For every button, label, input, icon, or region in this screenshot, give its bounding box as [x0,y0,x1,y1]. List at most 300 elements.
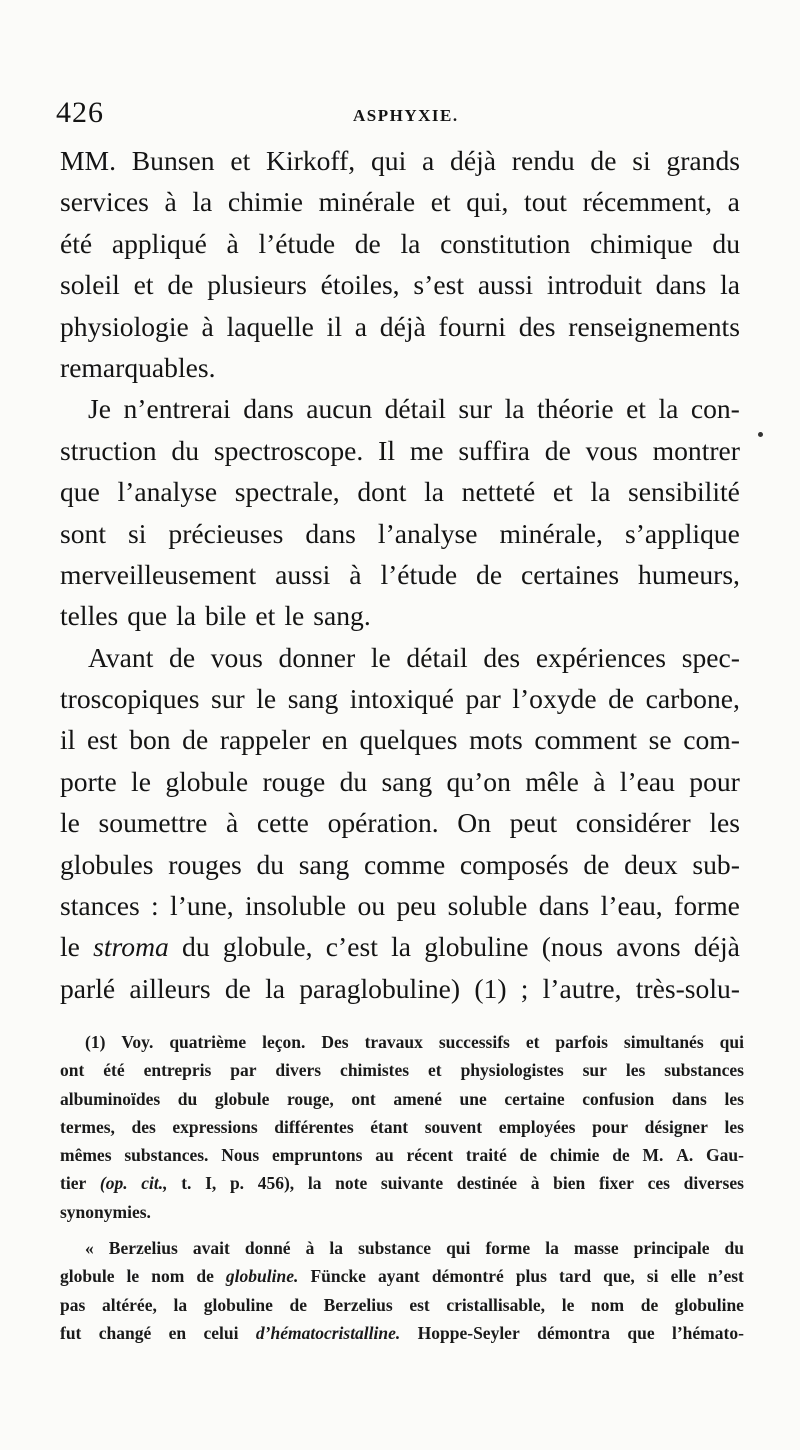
word: par [465,683,501,715]
word: M. [642,1145,664,1166]
text-line [60,885,740,926]
text-line [60,264,740,305]
word: sub- [692,848,740,880]
word: l’hémato- [671,1322,744,1343]
word: termes, [60,1116,115,1137]
word: soleil [60,269,120,301]
word: la [658,393,679,425]
word: ou [357,890,386,922]
word: simultanés [623,1032,704,1052]
word: forme [674,890,740,922]
word: Des [321,1032,349,1052]
word: aucun [306,393,373,425]
word: cit., [141,1173,168,1194]
word: globuline [424,931,529,963]
word: la [424,476,445,508]
word: globuline [203,1294,273,1315]
word: globule [60,1266,115,1287]
word: avons [616,931,681,963]
footnote-line [60,1291,744,1319]
word: entrepris [143,1060,212,1081]
word: sensibilité [628,476,740,508]
word: nom [151,1266,185,1287]
word: introduit [546,269,642,301]
text-line [60,306,740,347]
word: mêle [525,765,579,797]
word: du [171,434,200,466]
word: Voy. [121,1032,154,1052]
word: et [430,186,451,218]
text-line [60,678,740,719]
word: que [60,476,100,508]
word: chimique [590,227,693,259]
word: Hoppe-Seyler [417,1322,520,1343]
word: humeurs, [638,558,740,590]
word: la [265,972,285,1004]
word: carbone, [645,683,740,715]
word: Nous [221,1145,260,1166]
word: démontré [431,1266,504,1287]
margin-mark [758,432,763,437]
word: dans [671,1088,707,1109]
word: le [561,1294,575,1315]
word: et [230,145,251,176]
word: t. [181,1173,192,1194]
word: détail [384,393,446,425]
word: la [329,1238,344,1259]
word: tier [60,1173,87,1194]
word: si [646,1266,659,1287]
word: globule [214,1088,270,1109]
word: d’hématocristalline. [255,1322,401,1343]
word: qu’on [446,765,511,797]
text-line [60,513,740,554]
footnote-line [60,1056,744,1084]
word: il [326,310,343,342]
word: désigner [644,1116,708,1137]
word: sur [458,393,493,425]
word: de [612,1145,630,1166]
word: rendu [511,145,575,176]
word: donné [244,1238,291,1259]
word: de [608,683,635,715]
word: considérer [575,807,691,839]
word: Bunsen [131,145,215,176]
word: rappeler [219,724,311,756]
word: s’est [413,269,464,301]
word: A. [676,1145,694,1166]
word: à [225,807,239,839]
word: renseignements [568,310,740,342]
word: à [201,310,214,342]
word: spec- [681,641,740,673]
word: les [724,1116,744,1137]
word: dans [655,269,707,301]
word: parlé [60,972,116,1004]
word: laquelle [226,310,314,342]
word: Berzelius [323,1294,393,1315]
word: fixer [598,1173,634,1194]
word: à [305,1238,315,1259]
word: paraglobuline) [299,972,461,1004]
word: que, [603,1266,635,1287]
word: deux [624,848,678,880]
word: plusieurs [207,269,307,301]
word: globule, [222,931,313,963]
word: aussi [275,558,331,590]
page-header [56,96,746,132]
word: expériences [535,641,667,673]
text-line [60,554,740,595]
word: se [648,724,672,756]
word: soluble [447,890,528,922]
word: (1) [474,972,507,1004]
footnote-line [60,1085,744,1113]
word: différentes [274,1116,354,1137]
word: est [409,1294,430,1315]
word: globuline. [225,1266,299,1287]
word: mêmes [60,1145,112,1166]
word: à [349,558,362,590]
word: détail [406,641,468,673]
word: au [375,1145,394,1166]
word: de [583,848,610,880]
text-line [60,761,740,802]
word: (1) [85,1032,106,1052]
text-line [60,926,740,967]
text-line [60,968,740,1009]
word: peut [509,807,558,839]
word: soumettre [98,807,208,839]
word: nom [591,1294,625,1315]
text-line [60,140,740,181]
word: confusion [582,1088,655,1109]
word: troscopiques [60,683,200,715]
word: peu [396,890,437,922]
word: remarquables. [60,351,216,383]
word: sur [211,683,245,715]
word: sang. [313,600,371,632]
word: physiologie [60,310,189,342]
word: donner [278,641,356,673]
footnote-line [60,1028,744,1056]
text-line [60,430,740,471]
text-line [60,347,740,388]
word: l’oxyde [512,683,597,715]
word: le [60,931,80,963]
word: les [625,1060,646,1081]
word: leçon. [262,1032,306,1052]
word: principale [633,1238,710,1259]
word: qui, [466,186,509,218]
word: intoxiqué [349,683,455,715]
word: dans [243,393,294,425]
word: rouge [262,765,326,797]
word: s’applique [624,517,740,549]
word: de [590,145,617,176]
word: diverses [683,1173,744,1194]
word: appliqué [111,227,207,259]
text-line [60,802,740,843]
word: le [284,600,305,632]
word: spectrale, [234,476,340,508]
word: par [230,1060,257,1081]
word: p. [229,1173,245,1194]
word: vous [585,434,638,466]
word: stances [60,890,140,922]
word: et [552,476,573,508]
text-line [60,637,740,678]
word: la [173,1294,188,1315]
word: dont [357,476,407,508]
word: vous [210,641,263,673]
word: déjà [379,310,426,342]
word: à [593,765,606,797]
word: de [196,1266,214,1287]
word: le [131,765,151,797]
word: com- [683,724,740,756]
word: Je [88,393,111,425]
word: Füncke [310,1266,366,1287]
word: suivante [380,1173,444,1194]
word: récent [406,1145,454,1166]
word: étant [370,1116,409,1137]
word: Il [378,434,395,466]
word: physiologistes [460,1060,564,1081]
word: la [192,186,213,218]
word: des [131,1116,156,1137]
word: de [169,641,196,673]
word: à [530,1173,540,1194]
word: très-solu- [635,972,740,1004]
word: MM. [60,145,116,176]
word: les [709,807,740,839]
footnotes [60,1028,744,1347]
word: substances [664,1060,744,1081]
word: ces [647,1173,670,1194]
word: empruntons [271,1145,363,1166]
word: de [289,1294,307,1315]
word: la [590,476,611,508]
word: qui [719,1032,744,1052]
word: n’entrerai [123,393,231,425]
word: globuline [674,1294,744,1315]
word: minérale [318,186,416,218]
word: le [126,1266,140,1287]
word: ont [60,1060,85,1081]
word: si [128,517,147,549]
text-line [60,471,740,512]
word: déjà [693,931,740,963]
word: ailleurs [129,972,211,1004]
word: fourni [438,310,506,342]
word: ayant [377,1266,420,1287]
word: la [504,393,525,425]
word: la [391,931,412,963]
word: sont [60,517,106,549]
word: le [60,807,80,839]
word: dans [305,517,356,549]
word: comme [363,848,446,880]
word: de [544,434,571,466]
word: cristallisable, [446,1294,546,1315]
word: du [256,848,285,880]
word: c’est [325,931,378,963]
word: du [712,227,740,259]
word: été [103,1060,125,1081]
word: souvent [424,1116,483,1137]
word: expressions [172,1116,258,1137]
word: et [428,1060,442,1081]
word: du [724,1238,744,1259]
main-text [60,140,740,1009]
word: sang [381,765,433,797]
footnote-line [60,1169,744,1197]
footnote-gap [60,1226,744,1234]
word: substance [358,1238,432,1259]
word: montrer [652,434,740,466]
word: bien [553,1173,586,1194]
word: composés [459,848,569,880]
word: la [545,1238,559,1259]
word: la [720,269,740,301]
word: employées [498,1116,576,1137]
footnote-line [60,1234,744,1262]
word: l’une, [170,890,234,922]
word: albuminoïdes [60,1088,161,1109]
word: été [60,227,93,259]
word: chimie [227,186,303,218]
text-line [60,181,740,222]
word: l’eau [619,765,675,797]
word: pour [689,765,740,797]
word: opération. [327,807,439,839]
word: la [176,600,196,632]
word: quatrième [169,1032,247,1052]
word: sang [287,683,339,715]
word: telles [60,600,119,632]
word: l’analyse [377,517,478,549]
word: a [422,145,435,176]
word: l’eau, [600,890,663,922]
word: cette [256,807,309,839]
word: parfois [555,1032,608,1052]
word: aussi [477,269,533,301]
word: constitution [440,227,571,259]
word: substances. [124,1145,209,1166]
word: bile [205,600,247,632]
text-line [60,388,740,429]
word: On [457,807,492,839]
word: quelques [359,724,458,756]
word: démontra [537,1322,610,1343]
word: sang [298,848,350,880]
word: certaine [504,1088,565,1109]
word: me [409,434,444,466]
word: a [727,186,740,218]
word: en [321,724,348,756]
word: destinée [456,1173,518,1194]
word: Kirkoff, [266,145,356,176]
word: ont [351,1088,376,1109]
word: de [640,1294,659,1315]
word: I, [205,1173,217,1194]
word: minérale, [499,517,603,549]
word: pas [60,1294,86,1315]
word: de [476,558,503,590]
word: des [483,641,521,673]
word: netteté [461,476,536,508]
word: pour [592,1116,629,1137]
word: à [226,227,239,259]
footnote-line [60,1198,744,1226]
word: con- [690,393,740,425]
text-line [60,844,740,885]
word: le [370,641,391,673]
word: qui [370,145,407,176]
word: globules [60,848,154,880]
word: étoiles, [320,269,400,301]
text-line [60,595,740,636]
word: « [85,1238,94,1259]
word: travaux [364,1032,423,1052]
text-line [60,719,740,760]
word: le [256,683,277,715]
word: plus [515,1266,547,1287]
word: (op. [99,1173,128,1194]
word: merveilleusement [60,558,257,590]
word: une [459,1088,487,1109]
word: chimistes [340,1060,410,1081]
word: dans [538,890,590,922]
word: : [151,890,159,922]
word: si [632,145,651,176]
word: la [400,227,421,259]
word: spectroscope. [213,434,364,466]
word: de [167,269,194,301]
word: note [335,1173,368,1194]
word: insoluble [245,890,347,922]
word: traité [465,1145,507,1166]
footnote-line [60,1113,744,1141]
word: amené [393,1088,442,1109]
running-head: ASPHYXIE. [353,106,459,125]
word: struction [60,434,157,466]
word: il [60,724,76,756]
text-line [60,223,740,264]
word: tard [559,1266,592,1287]
word: et [525,1032,540,1052]
word: l’autre, [542,972,622,1004]
footnote-line [60,1141,744,1169]
word: avait [192,1238,230,1259]
word: bon [129,724,171,756]
word: mots [469,724,523,756]
word: l’analyse [117,476,218,508]
word: globule [165,765,249,797]
word: de [182,724,209,756]
word: de [519,1145,538,1166]
word: de [224,972,251,1004]
word: de [354,227,381,259]
word: rouges [168,848,242,880]
word: grands [666,145,740,176]
word: la [307,1173,322,1194]
word: ; [520,972,529,1004]
footnote-line [60,1319,744,1347]
word: rouge, [286,1088,334,1109]
word: n’est [707,1266,744,1287]
